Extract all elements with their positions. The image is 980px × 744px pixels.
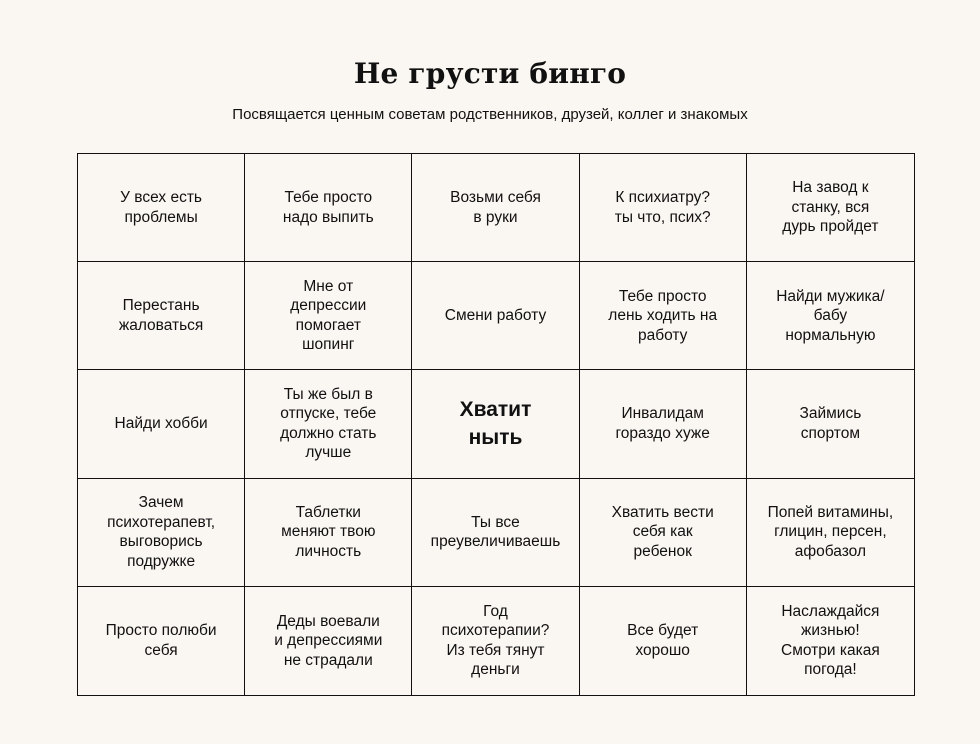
bingo-cell: Год психотерапии? Из тебя тянут деньги [412, 587, 579, 695]
bingo-cell: У всех есть проблемы [78, 154, 245, 262]
bingo-cell: Таблетки меняют твою личность [245, 479, 412, 587]
bingo-grid [77, 153, 915, 696]
bingo-cell: Хватить вести себя как ребенок [580, 479, 747, 587]
bingo-cell: Найди мужика/ бабу нормальную [747, 262, 914, 370]
bingo-cell: Займись спортом [747, 370, 914, 478]
bingo-cell: Попей витамины, глицин, персен, афобазол [747, 479, 914, 587]
bingo-cell: Ты же был в отпуске, тебе должно стать лучше [245, 370, 412, 478]
bingo-cell: Ты все преувеличиваешь [412, 479, 579, 587]
page-title: Не грусти бинго [353, 57, 627, 90]
bingo-cell: На завод к станку, вся дурь пройдет [747, 154, 914, 262]
bingo-cell: Возьми себя в руки [412, 154, 579, 262]
bingo-cell: Найди хобби [78, 370, 245, 478]
bingo-cell: Тебе просто лень ходить на работу [580, 262, 747, 370]
page-subtitle: Посвящается ценным советам родственников, друзей, коллег и знакомых [232, 106, 748, 123]
bingo-cell: Инвалидам гораздо хуже [580, 370, 747, 478]
bingo-cell: Все будет хорошо [580, 587, 747, 695]
bingo-cell: Просто полюби себя [78, 587, 245, 695]
bingo-cell: Наслаждайся жизнью! Смотри какая погода! [781, 602, 880, 679]
bingo-cell: К психиатру? ты что, псих? [580, 154, 747, 262]
bingo-cell: Перестань жаловаться [78, 262, 245, 370]
bingo-cell: Мне от депрессии помогает шопинг [245, 262, 412, 370]
bingo-cell: Зачем психотерапевт, выговорись подружке [78, 479, 245, 587]
bingo-center-cell: Хватит ныть [412, 370, 579, 478]
bingo-cell: Деды воевали и депрессиями не страдали [245, 587, 412, 695]
bingo-cell: Смени работу [412, 262, 579, 370]
bingo-cell: Тебе просто надо выпить [245, 154, 412, 262]
